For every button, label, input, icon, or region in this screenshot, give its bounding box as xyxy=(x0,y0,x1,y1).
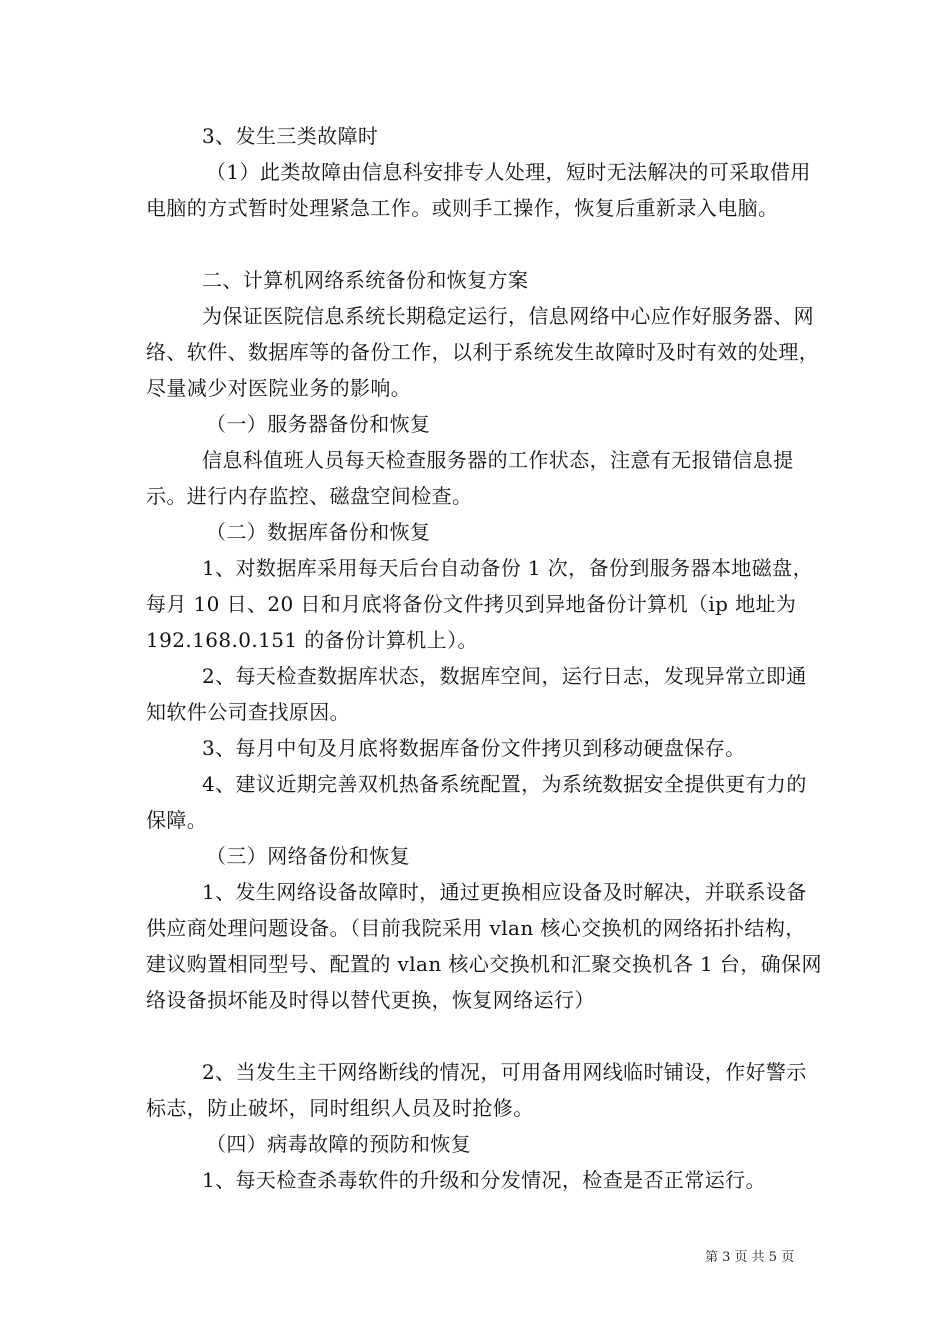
body-paragraph: 2、每天检查数据库状态，数据库空间，运行日志，发现异常立即通知软件公司查找原因。 xyxy=(146,664,807,724)
subsection-heading: （一）服务器备份和恢复 xyxy=(206,412,431,436)
subsection-heading: （三）网络备份和恢复 xyxy=(206,844,410,868)
body-paragraph: 为保证医院信息系统长期稳定运行，信息网络中心应作好服务器、网络、软件、数据库等的备份工作，以利于系统发生故障时及时有效的处理，尽量减少对医院业务的影响。 xyxy=(146,304,820,400)
body-paragraph: 1、对数据库采用每天后台自动备份 1 次，备份到服务器本地磁盘，每月 10 日、20 日和月底将备份文件拷贝到异地备份计算机（ip 地址为 192.168.0.151 的备份计算机上）。 xyxy=(146,556,813,652)
section-heading: 3、发生三类故障时 xyxy=(202,124,379,148)
body-paragraph: （1）此类故障由信息科安排专人处理，短时无法解决的可采取借用电脑的方式暂时处理紧急工作。或则手工操作，恢复后重新录入电脑。 xyxy=(146,160,811,220)
body-paragraph: 1、每天检查杀毒软件的升级和分发情况，检查是否正常运行。 xyxy=(202,1168,766,1192)
body-paragraph: 4、建议近期完善双机热备系统配置，为系统数据安全提供更有力的保障。 xyxy=(146,772,807,832)
body-paragraph: 1、发生网络设备故障时，通过更换相应设备及时解决，并联系设备供应商处理问题设备。（目前我院采用 vlan 核心交换机的网络拓扑结构，建议购置相同型号、配置的 vlan 核心交换机和汇聚交换机各 1 台，确保网络设备损坏能及时得以替代更换，恢复网络运行） xyxy=(146,880,822,1012)
body-paragraph: 3、每月中旬及月底将数据库备份文件拷贝到移动硬盘保存。 xyxy=(202,736,746,760)
body-paragraph: 信息科值班人员每天检查服务器的工作状态，注意有无报错信息提示。进行内存监控、磁盘空间检查。 xyxy=(146,448,794,508)
body-paragraph: 2、当发生主干网络断线的情况，可用备用网线临时铺设，作好警示标志，防止破坏，同时组织人员及时抢修。 xyxy=(146,1060,807,1120)
section-heading: 二、计算机网络系统备份和恢复方案 xyxy=(202,268,529,292)
page-number-footer: 第 3 页 共 5 页 xyxy=(705,1250,795,1265)
subsection-heading: （四）病毒故障的预防和恢复 xyxy=(206,1132,472,1156)
subsection-heading: （二）数据库备份和恢复 xyxy=(206,520,431,544)
